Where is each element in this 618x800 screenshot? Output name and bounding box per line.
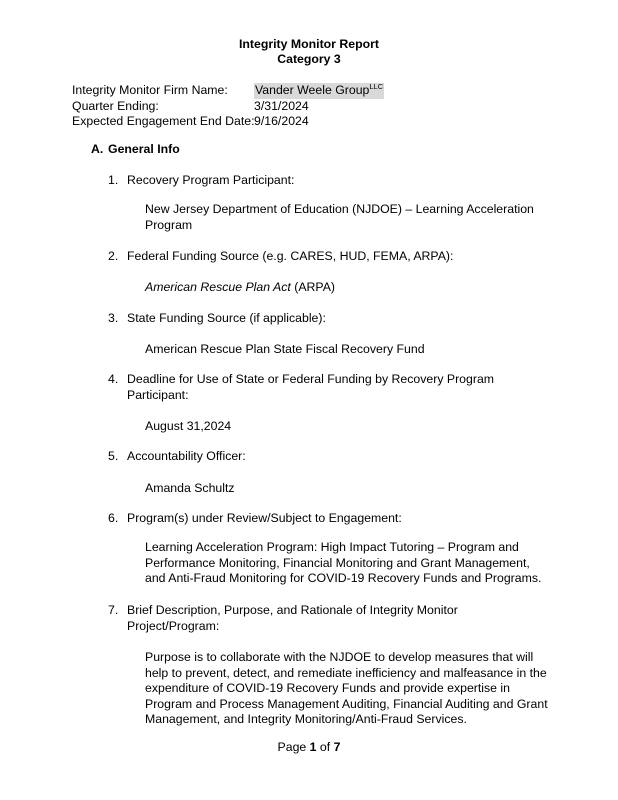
- item-question: Accountability Officer:: [127, 449, 246, 463]
- item-question: Deadline for Use of State or Federal Funding by Recovery Program Participant:: [127, 372, 495, 402]
- list-item-federal-funding: [108, 249, 548, 265]
- firm-name-suffix: LLC: [369, 82, 384, 91]
- list-item-deadline: [108, 372, 548, 403]
- item-number: 4.: [108, 372, 119, 386]
- firm-name-row: [72, 83, 384, 99]
- section-title: General Info: [108, 142, 180, 156]
- of-word: of: [316, 740, 334, 754]
- page-word: Page: [277, 740, 310, 754]
- engagement-end-value: 9/16/2024: [254, 114, 309, 128]
- report-metadata: [72, 83, 384, 130]
- list-item-state-funding: [108, 311, 548, 327]
- item-question: Recovery Program Participant:: [127, 173, 295, 187]
- item-number: 5.: [108, 449, 119, 463]
- firm-name-text: Vander Weele Group: [255, 83, 370, 97]
- item-number: 7.: [108, 603, 119, 617]
- item-answer-state-funding: American Rescue Plan State Fiscal Recovery Fund: [145, 342, 425, 356]
- act-name: American Rescue Plan Act: [145, 280, 291, 294]
- page-number: 1: [309, 740, 317, 754]
- list-item-description: [108, 603, 548, 634]
- firm-name-label: Integrity Monitor Firm Name:: [72, 83, 228, 97]
- report-title: Integrity Monitor Report: [238, 37, 380, 51]
- item-answer-description: Purpose is to collaborate with the NJDOE to develop measures that will help to prevent, detect, and remediate inefficiency and malfeasance in the expenditure of COVID-19 Recovery Funds and provide expertise in Program and Process Management Auditing, Financial Auditing and Grant Management, and Integrity Monitoring/Anti-Fraud Services.: [145, 650, 548, 726]
- firm-name-value: [254, 83, 384, 99]
- list-item-participant: [108, 173, 548, 189]
- item-number: 6.: [108, 511, 119, 525]
- act-abbrev: (ARPA): [290, 280, 335, 294]
- item-question: Program(s) under Review/Subject to Engagement:: [127, 511, 402, 525]
- engagement-end-label: Expected Engagement End Date:: [72, 114, 255, 128]
- item-answer-federal-funding: [145, 280, 550, 296]
- item-question: Federal Funding Source (e.g. CARES, HUD, FEMA, ARPA):: [127, 249, 454, 263]
- item-answer-accountability-officer: Amanda Schultz: [145, 481, 235, 495]
- item-question: Brief Description, Purpose, and Rationale of Integrity Monitor Project/Program:: [127, 603, 458, 633]
- item-answer-programs: Learning Acceleration Program: High Impact Tutoring – Program and Performance Monitoring, Financial Monitoring and Grant Management, and Anti-Fraud Monitoring for COVID-19 Recovery Funds and Programs.: [145, 540, 542, 585]
- page-total: 7: [333, 740, 341, 754]
- item-number: 3.: [108, 311, 119, 325]
- quarter-ending-label: Quarter Ending:: [72, 98, 159, 113]
- item-answer-participant: New Jersey Department of Education (NJDOE) – Learning Acceleration Program: [145, 202, 534, 232]
- item-number: 1.: [108, 173, 119, 187]
- report-category: Category 3: [277, 52, 341, 66]
- item-question: State Funding Source (if applicable):: [127, 311, 326, 325]
- section-heading: [91, 142, 180, 156]
- list-item-programs: [108, 511, 548, 527]
- list-item-accountability-officer: [108, 449, 548, 465]
- page-footer: [0, 740, 618, 754]
- section-letter: A.: [91, 142, 104, 156]
- item-answer-deadline: August 31,2024: [145, 419, 232, 433]
- quarter-ending-row: [72, 99, 384, 115]
- engagement-end-row: [72, 114, 384, 130]
- quarter-ending-value: 3/31/2024: [254, 98, 309, 113]
- item-number: 2.: [108, 249, 119, 263]
